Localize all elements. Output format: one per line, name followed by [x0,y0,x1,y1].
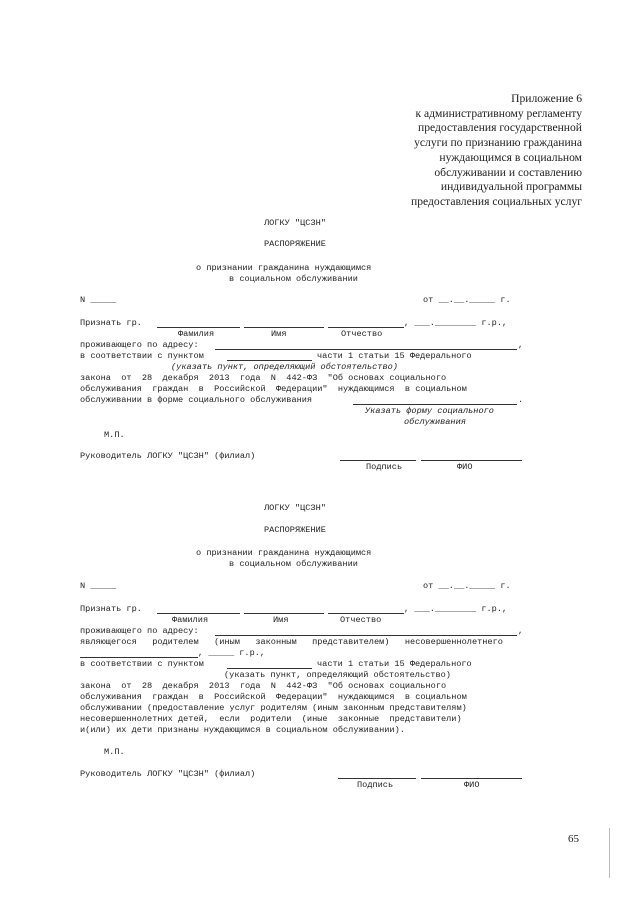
order-number: N _____ [80,581,117,591]
address-field[interactable] [215,635,517,636]
patronymic-caption: Отчество [340,615,382,625]
appendix-line: индивидуальной программы [440,180,582,194]
part-text: части 1 статьи 15 Федерального [317,351,472,361]
period: . [518,395,524,405]
head-label: Руководитель ЛОГКУ "ЦСЗН" (филиал) [80,451,256,461]
residing-label: проживающего по адресу: [80,340,199,350]
name-caption: Имя [271,329,287,339]
accordance-label: в соответствии с пунктом [80,659,204,669]
fio-caption: ФИО [457,462,473,472]
fio-field[interactable] [421,778,522,779]
recognize-label: Признать гр. [80,604,142,614]
law-text-line: обслуживания граждан в Российской Федерации" нуждающимся в социальном [80,692,467,702]
surname-field[interactable] [157,327,240,328]
patronymic-field[interactable] [328,327,404,328]
order-date: от __.__._____ г. [423,581,511,591]
document-title: РАСПОРЯЖЕНИЕ [264,525,326,535]
law-text-line: и(или) их дети признаны нуждающимся в социальном обслуживании). [80,725,405,735]
page-number: 65 [568,833,579,845]
surname-caption: Фамилия [178,329,215,339]
accordance-label: в соответствии с пунктом [80,351,204,361]
patronymic-caption: Отчество [341,329,383,339]
appendix-line: услуги по признанию гражданина [414,136,582,150]
part-text: части 1 статьи 15 Федерального [317,659,472,669]
document-title: РАСПОРЯЖЕНИЕ [264,239,326,249]
law-text-line: обслуживании (предоставление услуг родителям (иным законным представителям) [80,703,467,713]
point-field[interactable] [227,668,312,669]
child-birth-suffix: , _____ г.р., [198,648,266,658]
stamp-placeholder: М.П. [104,430,125,440]
order-date: от __.__._____ г. [423,295,511,305]
appendix-header [411,92,582,210]
comma: , [518,626,524,636]
signature-field[interactable] [340,460,416,461]
point-field[interactable] [227,360,312,361]
org-name: ЛОГКУ "ЦСЗН" [264,218,326,228]
law-text-line: обслуживании в форме социального обслуживания [80,395,313,405]
appendix-line: предоставления государственной [418,121,582,135]
signature-caption: Подпись [357,780,394,790]
point-hint: (указать пункт, определяющий обстоятельство) [224,670,451,680]
service-form-hint: обслуживания [404,417,466,427]
scan-margin-line [609,828,610,878]
child-name-field[interactable] [80,657,198,658]
appendix-line: обслуживании и составлению [434,165,582,179]
surname-caption: Фамилия [172,615,209,625]
head-label: Руководитель ЛОГКУ "ЦСЗН" (филиал) [80,769,256,779]
name-field[interactable] [244,327,324,328]
subject-line-1: о признании гражданина нуждающимся [196,263,372,273]
appendix-line: Приложение 6 [511,92,582,105]
law-text-line: обслуживания граждан в Российской Федерации" нуждающимся в социальном [80,384,467,394]
address-field[interactable] [215,349,517,350]
service-form-hint: Указать форму социального [365,406,494,416]
patronymic-field[interactable] [328,613,404,614]
point-hint: (указать пункт, определяющий обстоятельство) [171,362,398,372]
law-text-line: закона от 28 декабря 2013 года N 442-ФЗ "Об основах социального [80,681,447,691]
comma: , [518,340,524,350]
parent-text: являющегося родителем (иным законным представителем) несовершеннолетнего [80,637,503,647]
appendix-line: нуждающимся в социальном [439,150,582,164]
fio-caption: ФИО [464,780,480,790]
surname-field[interactable] [157,613,240,614]
order-number: N _____ [80,295,117,305]
name-field[interactable] [244,613,324,614]
signature-caption: Подпись [366,462,403,472]
fio-field[interactable] [421,460,522,461]
recognize-label: Признать гр. [80,318,142,328]
service-form-field[interactable] [353,404,517,405]
name-caption: Имя [273,615,289,625]
org-name: ЛОГКУ "ЦСЗН" [264,503,326,513]
residing-label: проживающего по адресу: [80,626,199,636]
law-text-line: несовершеннолетних детей, если родители (иные законные представители) [80,714,462,724]
signature-field[interactable] [338,778,416,779]
law-text-line: закона от 28 декабря 2013 года N 442-ФЗ "Об основах социального [80,373,447,383]
birth-year-suffix: , ___.________ г.р., [404,604,508,614]
subject-line-2: в социальном обслуживании [229,274,358,284]
subject-line-1: о признании гражданина нуждающимся [196,548,372,558]
stamp-placeholder: М.П. [104,747,125,757]
appendix-line: предоставления социальных услуг [410,194,582,208]
appendix-line: к административному регламенту [415,106,582,120]
birth-year-suffix: , ___.________ г.р., [404,318,508,328]
subject-line-2: в социальном обслуживании [229,559,358,569]
